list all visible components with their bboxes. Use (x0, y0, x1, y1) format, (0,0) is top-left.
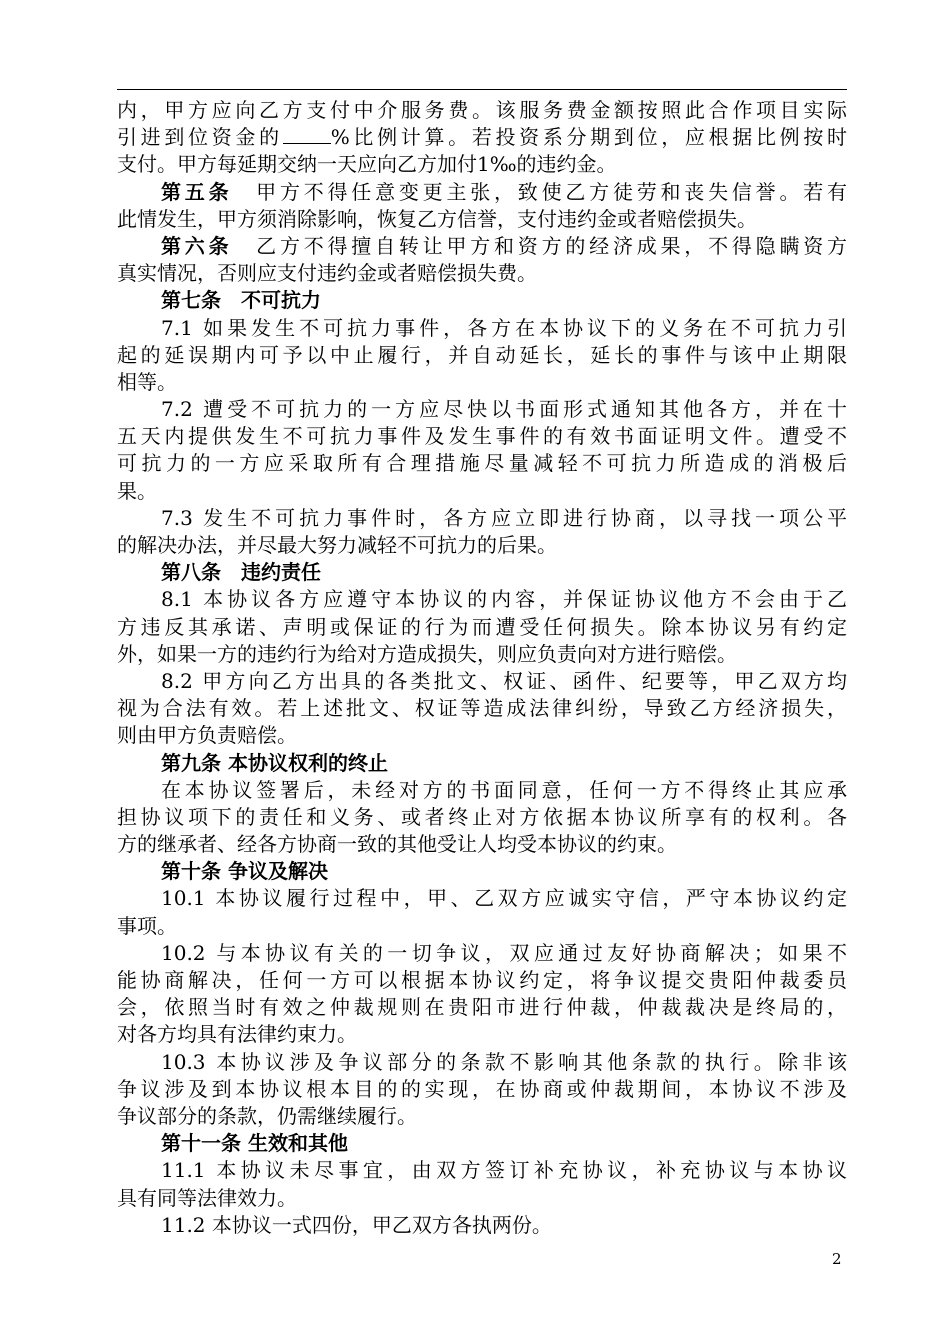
text-line: 争议部分的条款，仍需继续履行。 (117, 1103, 417, 1128)
text-line: 五天内提供发生不可抗力事件及发生事件的有效书面证明文件。遭受不 (117, 424, 847, 449)
text-line: 内，甲方应向乙方支付中介服务费。该服务费金额按照此合作项目实际 (117, 98, 847, 122)
article-5-text: 甲方不得任意变更主张，致使乙方徒劳和丧失信誉。若有 (256, 179, 847, 204)
article-6-line (117, 233, 847, 260)
text-line: 相等。 (117, 369, 177, 394)
document-body (117, 97, 847, 1239)
header-rule (117, 89, 847, 90)
text-line: 对各方均具有法律约束力。 (117, 1022, 357, 1047)
article-6-title: 第六条 (161, 233, 233, 258)
text-line: 支付。甲方每延期交纳一天应向乙方加付1‰的违约金。 (117, 152, 617, 177)
text-line: 方违反其承诺、声明或保证的行为而遭受任何损失。除本协议另有约定 (117, 614, 847, 639)
text-fragment: 引进到位资金的 (117, 125, 283, 150)
text-line: 方的继承者、经各方协商一致的其他受让人均受本协议的约束。 (117, 832, 677, 857)
text-line: 11.1 本协议未尽事宜，由双方签订补充协议，补充协议与本协议 (161, 1158, 847, 1183)
text-line: 真实情况，否则应支付违约金或者赔偿损失费。 (117, 261, 537, 286)
text-line: 起的延误期内可予以中止履行，并自动延长，延长的事件与该中止期限 (117, 342, 847, 367)
text-line: 8.1 本协议各方应遵守本协议的内容，并保证协议他方不会由于乙 (161, 587, 847, 612)
page-number: 2 (832, 1250, 842, 1268)
article-7-heading: 第七条 不可抗力 (161, 288, 321, 313)
text-line: 事项。 (117, 913, 177, 938)
text-line: 11.2 本协议一式四份，甲乙双方各执两份。 (161, 1212, 552, 1237)
article-6-text: 乙方不得擅自转让甲方和资方的经济成果，不得隐瞒资方 (256, 233, 847, 258)
text-line: 8.2 甲方向乙方出具的各类批文、权证、函件、纪要等，甲乙双方均 (161, 668, 847, 693)
text-line: 的解决办法，并尽最大努力减轻不可抗力的后果。 (117, 533, 557, 557)
fill-in-blank (283, 125, 331, 144)
text-line: 10.3 本协议涉及争议部分的条款不影响其他条款的执行。除非该 (161, 1049, 847, 1074)
text-line: 此情发生，甲方须消除影响，恢复乙方信誉，支付违约金或者赔偿损失。 (117, 206, 757, 231)
text-line: 10.2 与本协议有关的一切争议，双应通过友好协商解决；如果不 (161, 940, 847, 965)
text-line: 外，如果一方的违约行为给对方造成损失，则应负责向对方进行赔偿。 (117, 641, 737, 666)
article-5-title: 第五条 (161, 179, 233, 204)
text-line (117, 124, 847, 151)
text-line: 争议涉及到本协议根本目的的实现，在协商或仲裁期间，本协议不涉及 (117, 1076, 847, 1101)
text-line: 视为合法有效。若上述批文、权证等造成法律纠纷，导致乙方经济损失， (117, 696, 847, 721)
text-line: 7.2 遭受不可抗力的一方应尽快以书面形式通知其他各方，并在十 (161, 397, 847, 422)
text-line: 能协商解决，任何一方可以根据本协议约定，将争议提交贵阳仲裁委员 (117, 968, 847, 992)
text-line: 担协议项下的责任和义务、或者终止对方依据本协议所享有的权利。各 (117, 804, 847, 829)
article-11-heading: 第十一条 生效和其他 (161, 1131, 348, 1156)
text-line: 7.3 发生不可抗力事件时，各方应立即进行协商，以寻找一项公平 (161, 505, 847, 530)
text-line: 可抗力的一方应采取所有合理措施尽量减轻不可抗力所造成的消极后 (117, 451, 847, 476)
article-5-line (117, 179, 847, 206)
text-line: 会，依照当时有效之仲裁规则在贵阳市进行仲裁，仲裁裁决是终局的， (117, 995, 847, 1020)
text-line: 具有同等法律效力。 (117, 1185, 297, 1210)
text-line: 则由甲方负责赔偿。 (117, 723, 297, 748)
article-8-heading: 第八条 违约责任 (161, 560, 321, 585)
text-line: 果。 (117, 478, 157, 503)
article-10-heading: 第十条 争议及解决 (161, 859, 328, 884)
article-9-heading: 第九条 本协议权利的终止 (161, 750, 388, 775)
text-line: 10.1 本协议履行过程中，甲、乙双方应诚实守信，严守本协议约定 (161, 886, 847, 911)
text-fragment: %比例计算。若投资系分期到位，应根据比例按时 (330, 125, 847, 150)
text-line: 7.1 如果发生不可抗力事件，各方在本协议下的义务在不可抗力引 (161, 315, 847, 340)
text-line: 在本协议签署后，未经对方的书面同意，任何一方不得终止其应承 (161, 777, 847, 802)
